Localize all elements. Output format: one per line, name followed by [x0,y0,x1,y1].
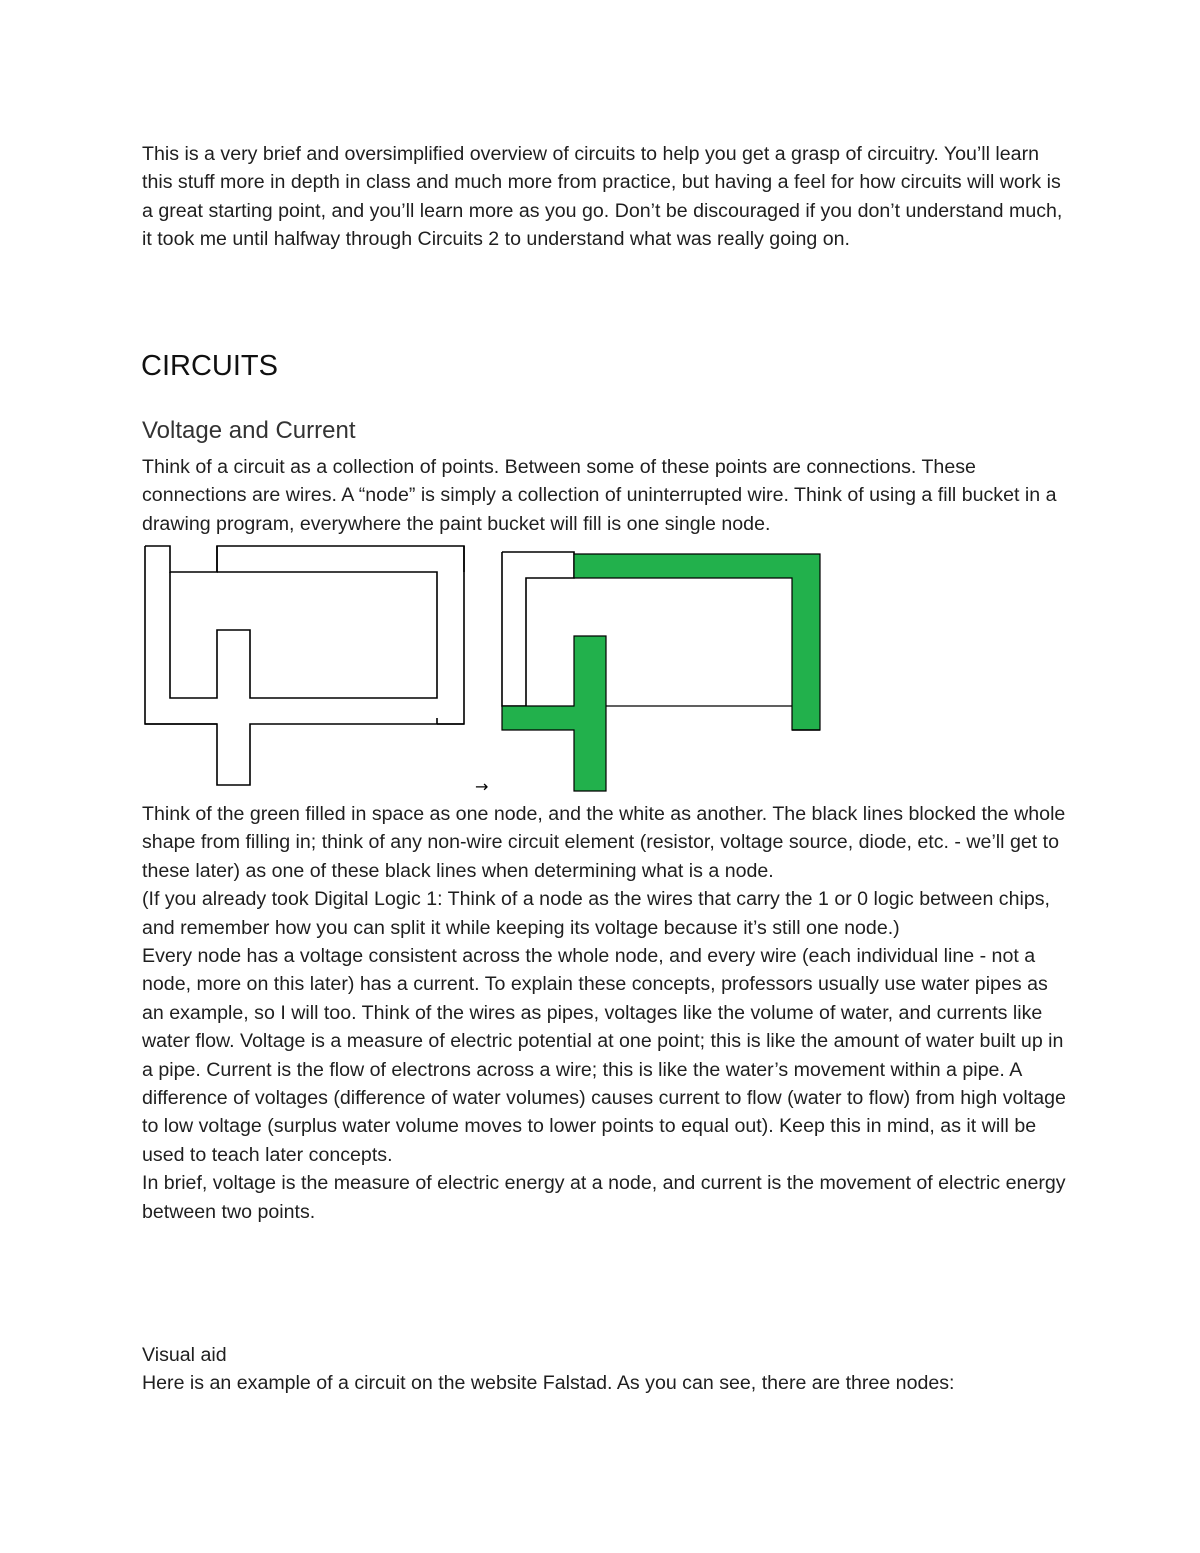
filled-wire-diagram [502,552,820,791]
node-fill-figure [140,540,840,800]
subsection-title: Voltage and Current [142,417,356,444]
node-definition-paragraph: Think of a circuit as a collection of points. Between some of these points are connections. These connections are wires. A “node” is simply a collection of uninterrupted wire. Think of using a fill bucket in a drawing program, everywhere the paint bucket will fill is one single node. [142,456,1057,535]
falstad-paragraph: Here is an example of a circuit on the website Falstad. As you can see, there are three nodes: [142,1372,955,1394]
unfilled-wire-diagram [145,546,464,785]
main-text-block [142,800,1072,1226]
visual-aid-heading: Visual aid [142,1344,227,1366]
section-title: CIRCUITS [141,350,278,382]
wire-outline [170,572,437,698]
transition-arrow: → [475,777,489,796]
wire-outline [145,724,464,785]
green-node-paragraph: Think of the green filled in space as one node, and the white as another. The black lines blocked the whole shape from filling in; think of any non-wire circuit element (resistor, voltage source, diode, etc. - we’ll get to these later) as one of these black lines when determining what is a node. [142,803,1066,882]
white-node-outline [502,552,574,706]
green-node-fill [502,554,820,791]
digital-logic-paragraph: (If you already took Digital Logic 1: Think of a node as the wires that carry the 1 or 0 logic between chips, and remember how you can split it while keeping its voltage because it’s still one node.) [142,888,1050,939]
intro-paragraph: This is a very brief and oversimplified overview of circuits to help you get a grasp of circuitry. You’ll learn this stuff more in depth in class and much more from practice, but having a feel for how circuits will work is a great starting point, and you’ll learn more as you go. Don’t be discouraged if you don’t understand much, it took me until halfway through Circuits 2 to understand what was really going on. [142,143,1063,251]
summary-paragraph: In brief, voltage is the measure of electric energy at a node, and current is the movement of electric energy between two points. [142,1172,1066,1223]
voltage-current-paragraph: Every node has a voltage consistent across the whole node, and every wire (each individual line - not a node, more on this later) has a current. To explain these concepts, professors usually use water pipes as an example, so I will too. Think of the wires as pipes, voltages like the volume of water, and currents like water flow. Voltage is a measure of electric potential at one point; this is like the amount of water built up in a pipe. Current is the flow of electrons across a wire; this is like the water’s movement within a pipe. A difference of voltages (difference of water volumes) causes current to flow (water to flow) from high voltage to low voltage (surplus water volume moves to lower points to equal out). Keep this in mind, as it will be used to teach later concepts. [142,945,1066,1166]
